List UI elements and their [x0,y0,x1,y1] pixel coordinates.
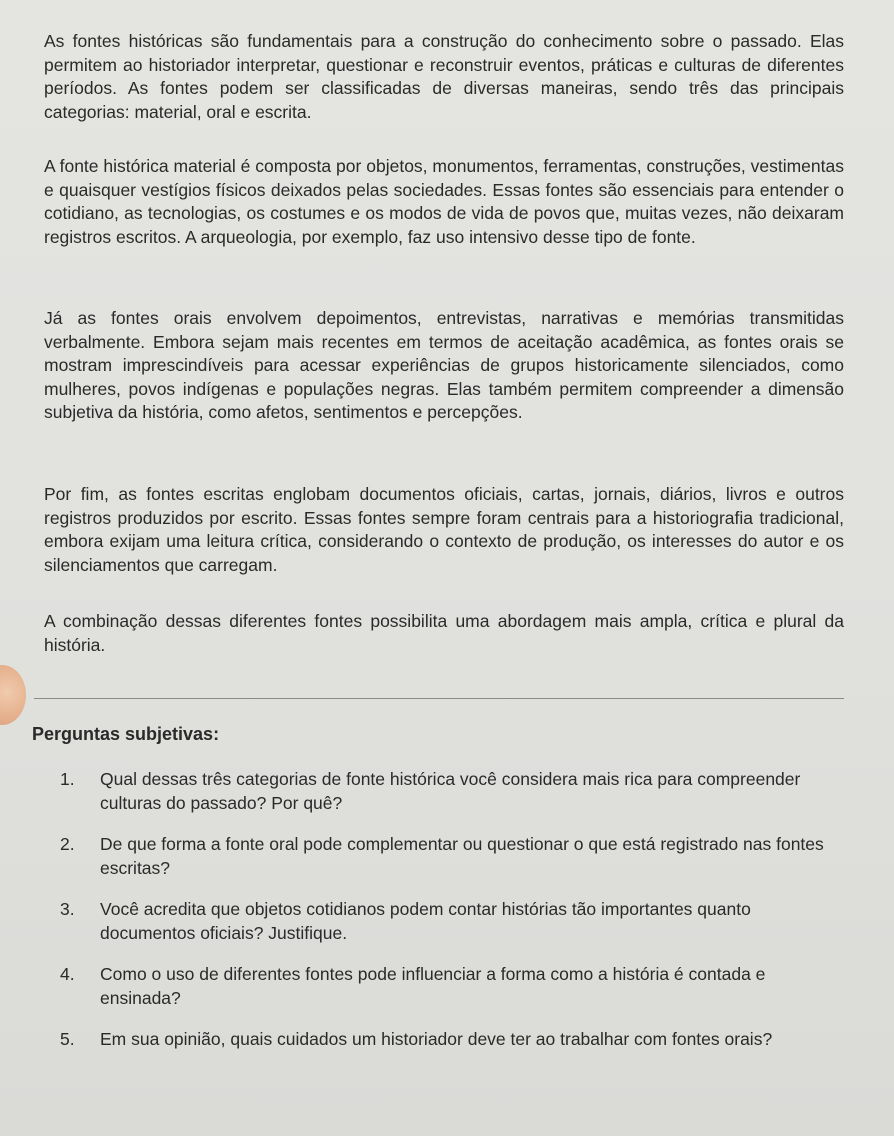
question-item [60,897,835,945]
conclusion-paragraph: A combinação dessas diferentes fontes possibilita uma abordagem mais ampla, crítica e plural da história. [44,611,844,655]
question-item [60,1027,835,1051]
section-divider [34,698,844,699]
question-item [60,832,835,880]
question-number: 2. [60,834,75,854]
question-number: 1. [60,769,75,789]
question-item [60,962,835,1010]
question-text: Qual dessas três categorias de fonte histórica você considera mais rica para compreender culturas do passado? Por quê? [100,769,801,813]
question-number: 3. [60,899,75,919]
question-text: Como o uso de diferentes fontes pode influenciar a forma como a história é contada e ensinada? [100,964,766,1008]
questions-heading: Perguntas subjetivas: [32,724,220,744]
finger-blur [0,665,26,725]
question-text: Você acredita que objetos cotidianos podem contar histórias tão importantes quanto documentos oficiais? Justifique. [100,899,751,943]
material-source-paragraph: A fonte histórica material é composta por objetos, monumentos, ferramentas, construções, vestimentas e quaisquer vestígios físicos deixados pelas sociedades. Essas fontes são essenciais para entender o cotidiano, as tecnologias, os costumes e os modos de vida de povos que, muitas vezes, não deixaram registros escritos. A arqueologia, por exemplo, faz uso intensivo desse tipo de fonte. [44,156,844,247]
question-number: 5. [60,1029,75,1049]
questions-list [60,767,835,1068]
intro-paragraph: As fontes históricas são fundamentais para a construção do conhecimento sobre o passado. Elas permitem ao historiador interpretar, questionar e reconstruir eventos, práticas e culturas de diferentes períodos. As fontes podem ser classificadas de diversas maneiras, sendo três das principais categorias: material, oral e escrita. [44,31,844,122]
question-item [60,767,835,815]
question-text: De que forma a fonte oral pode complementar ou questionar o que está registrado nas fontes escritas? [100,834,824,878]
oral-source-paragraph: Já as fontes orais envolvem depoimentos, entrevistas, narrativas e memórias transmitidas verbalmente. Embora sejam mais recentes em termos de aceitação acadêmica, as fontes orais se mostram imprescindíveis para acessar experiências de grupos historicamente silenciados, como mulheres, povos indígenas e populações negras. Elas também permitem compreender a dimensão subjetiva da história, como afetos, sentimentos e percepções. [44,308,844,422]
question-text: Em sua opinião, quais cuidados um historiador deve ter ao trabalhar com fontes orais? [100,1029,773,1049]
question-number: 4. [60,964,75,984]
written-source-paragraph: Por fim, as fontes escritas englobam documentos oficiais, cartas, jornais, diários, livros e outros registros produzidos por escrito. Essas fontes sempre foram centrais para a historiografia tradicional, embora exijam uma leitura crítica, considerando o contexto de produção, os interesses do autor e os silenciamentos que carregam. [44,484,844,575]
